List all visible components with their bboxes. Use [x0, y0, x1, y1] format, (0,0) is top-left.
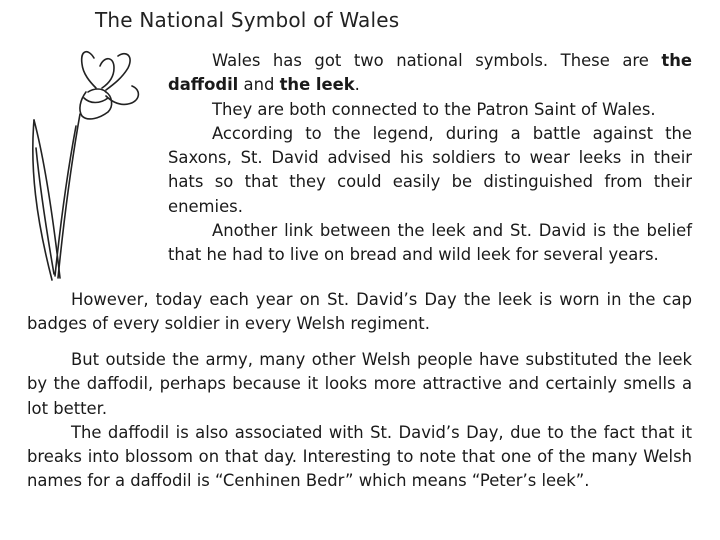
paragraph-legend: According to the legend, during a battle against the Saxons, St. David advised his soldiers to wear leeks in their hats so that they could easily be distinguished from their enemies.: [168, 123, 692, 216]
paragraph-blossom: The daffodil is also associated with St. David’s Day, due to the fact that it breaks into blossom on that day. Interesting to note that one of the many Welsh names for a daffodil is “Cenhinen Bedr” which means “Peter’s leek”.: [27, 422, 692, 491]
p1-text-before: Wales has got two national symbols. These are: [212, 51, 662, 70]
p1-text-middle: and: [238, 75, 280, 95]
p1-text-after: .: [354, 75, 360, 95]
paragraph-another-link: Another link between the leek and St. David is the belief that he had to live on bread and wild leek for several years.: [168, 221, 692, 265]
paragraph-patron-saint: They are both connected to the Patron Saint of Wales.: [212, 99, 656, 119]
daffodil-section: [27, 348, 692, 494]
leek-emphasis: the leek: [279, 75, 355, 95]
paragraph-regiment: However, today each year on St. David’s Day the leek is worn in the cap badges of every soldier in every Welsh regiment.: [27, 290, 692, 334]
page-title: The National Symbol of Wales: [95, 8, 400, 32]
paragraph-substitution: But outside the army, many other Welsh people have substituted the leek by the daffodil, perhaps because it looks more attractive and certainly smells a lot better.: [27, 350, 692, 418]
paragraph-symbols: [168, 49, 692, 98]
regiment-section: [27, 288, 692, 337]
daffodil-emphasis: the daffodil: [168, 51, 692, 95]
intro-column: [168, 49, 692, 268]
daffodil-icon: [22, 48, 142, 288]
